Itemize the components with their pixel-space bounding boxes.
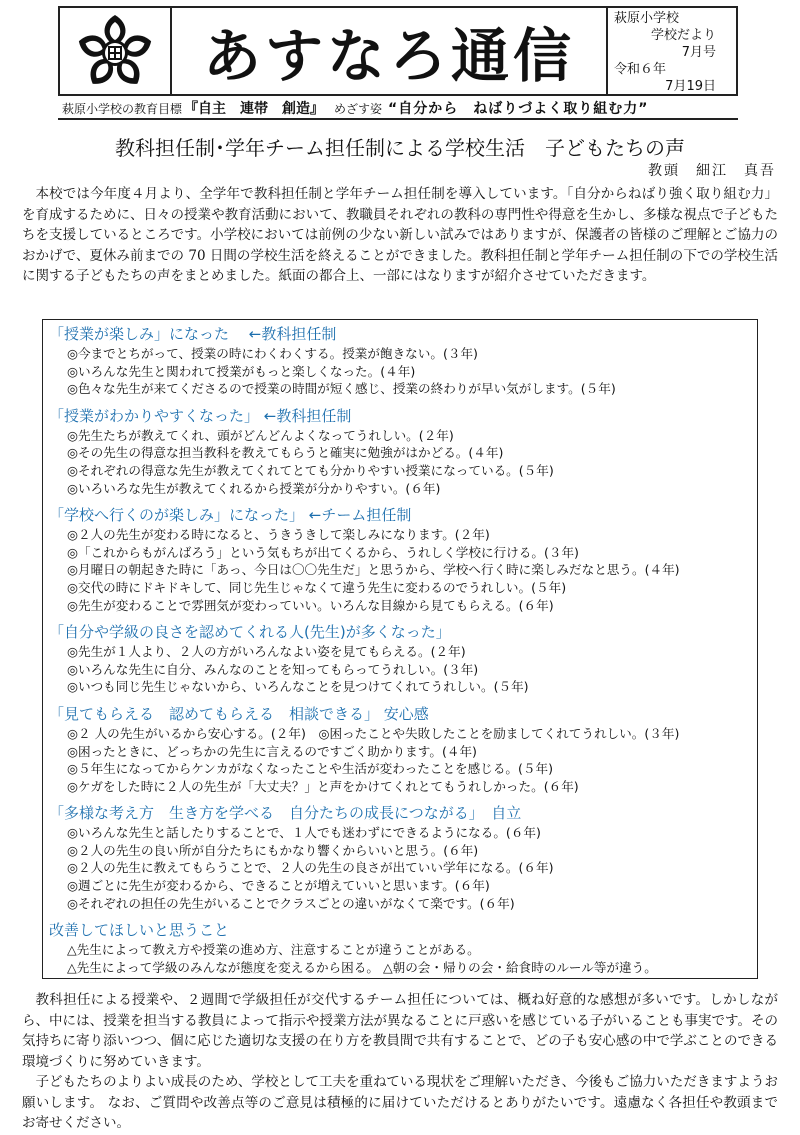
closing-paragraph-2: 子どもたちのよりよい成長のため、学校として工夫を重ねている現状をご理解いただき、今後もご協力いただきますようお願いします。 なお、ご質問や改善点等のご意見は積極的に届けていただけるとありがたいです。遠慮なく各担任や教頭までお寄せください。 xyxy=(22,1074,778,1131)
goal-values: 『自主 連帯 創造』 xyxy=(184,101,325,117)
article-author: 教頭 細江 真吾 xyxy=(648,163,776,179)
voice-item: ◎今までとちがって、授業の時にわくわくする。授業が飽きない。(３年) xyxy=(67,346,478,361)
voice-item: ◎先生が１人より、２人の方がいろんなよい姿を見てもらえる。(２年) xyxy=(67,644,466,660)
aim-label: めざす姿 xyxy=(334,101,383,116)
voice-item: △先生によって教え方や授業の進め方、注意することが違うことがある。 xyxy=(67,942,480,958)
voice-item: ◎５年生になってからケンカがなくなったことや生活が変わったことを感じる。(５年) xyxy=(67,761,554,777)
voice-item: ◎先生たちが教えてくれ、頭がどんどんよくなってうれしい。(２年) xyxy=(67,427,454,443)
voice-item: ◎いろんな先生に自分、みんなのことを知ってもらってうれしい。(３年) xyxy=(67,661,479,677)
voice-item: ◎いつも同じ先生じゃないから、いろんなことを見つけてくれてうれしい。(５年) xyxy=(67,679,529,695)
voice-item: ◎困ったときに、どっちかの先生に言えるのですごく助かります。(４年) xyxy=(67,743,477,759)
voice-item: ◎２人の先生の良い所が自分たちにもかなり響くからいいと思う。(６年) xyxy=(67,842,479,858)
voice-section xyxy=(49,704,749,795)
voice-item: ◎交代の時にドキドキして、同じ先生じゃなくて違う先生に変わるのでうれしい。(５年) xyxy=(67,579,567,595)
student-voices-box xyxy=(42,319,758,979)
voice-item: ◎週ごとに先生が変わるから、できることが増えていいと思います。(６年) xyxy=(67,878,490,894)
issue-era: 令和６年 xyxy=(614,62,667,77)
voice-section-improvements xyxy=(49,920,749,976)
voice-section xyxy=(49,803,749,912)
voice-item: ◎それぞれの担任の先生がいることでクラスごとの違いがなくて楽です。(６年) xyxy=(67,895,515,911)
voice-item: ◎その先生の得意な担当教科を教えてもらうと確実に勉強がはかどる。(４年) xyxy=(67,445,504,461)
education-goal-bar xyxy=(58,98,738,120)
voice-item: ◎２人の先生が変わる時になると、うきうきして楽しみになります。(２年) xyxy=(67,527,490,543)
issue-month: 7月号 xyxy=(681,45,716,60)
intro-paragraph: 本校では今年度４月より、全学年で教科担任制と学年チーム担任制を導入しています。「自分からねばり強く取り組む力」を育成するために、日々の授業や教育活動において、教職員それぞれの教科の専門性や得意を生かし、多様な視点で子どもたちを支援しているところです。小学校においては前例の少ない新しい試みではありますが、保護者の皆様のご理解とご協力のおかげで、夏休み前までの 70 日間の学校生活を終えることができました。教科担任制と学年チーム担任制の下での学校生活に関する子どもたちの声をまとめました。紙面の都合上、一部にはなりますが紹介させていただきます。 xyxy=(22,186,778,284)
voice-section-heading: 「学校へ行くのが楽しみ」になった」 ←チーム担任制 xyxy=(49,506,412,525)
newsletter-title: あすなろ通信 xyxy=(172,8,608,94)
voice-item: ◎２人の先生に教えてもらうことで、２人の先生の良さが出ていい学年になる。(６年) xyxy=(67,860,554,876)
voice-section xyxy=(49,406,749,497)
voice-section xyxy=(49,324,749,398)
voice-item: ◎それぞれの得意な先生が教えてくれてとても分かりやすい授業になっている。(５年) xyxy=(67,462,554,478)
closing-paragraph-1: 教科担任による授業や、２週間で学級担任が交代するチーム担任については、概ね好意的な感想が多いです。しかしながら、中には、授業を担当する教員によって指示や授業方法が異なることに戸惑いを感じている子がいることも事実です。その気持ちに寄り添いつつ、個に応じた適切な支援の在り方を教員間で共有することで、どの子も安心感の中で学ぶことのできる環境づくりに努めていきます。 xyxy=(22,992,778,1070)
voice-item: ◎ケガをした時に２人の先生が「大丈夫？」と声をかけてくれとてもうれしかった。(６年) xyxy=(67,778,579,794)
school-name: 萩原小学校 xyxy=(614,11,680,26)
article-headline: 教科担任制･学年チーム担任制による学校生活 子どもたちの声 xyxy=(115,136,685,160)
voice-section-heading: 「授業がわかりやすくなった」 ←教科担任制 xyxy=(49,406,352,425)
voice-section xyxy=(49,505,749,614)
voice-item: ◎月曜日の朝起きた時に「あっ、今日は〇〇先生だ」と思うから、学校へ行く時に楽しみだなと思う。(４年) xyxy=(67,562,680,578)
issue-info xyxy=(608,8,736,94)
aim-motto: “自分から ねばりづよく取り組む力” xyxy=(388,101,649,117)
voice-section-heading: 「授業が楽しみ」になった ←教科担任制 xyxy=(49,325,337,343)
voice-section xyxy=(49,622,749,696)
school-crest xyxy=(60,8,172,94)
newsletter-type: 学校だより xyxy=(650,28,716,43)
voice-item: ◎２ 人の先生がいるから安心する。(２年) ◎困ったことや失敗したことを励ましてくれてうれしい。(３年) xyxy=(67,725,680,741)
voice-section-heading: 改善してほしいと思うこと xyxy=(49,921,230,940)
voice-item: ◎いろいろな先生が教えてくれるから授業が分かりやすい。(６年) xyxy=(67,480,441,496)
school-crest-icon xyxy=(72,11,158,91)
voice-section-heading: 「見てもらえる 認めてもらえる 相談できる」 安心感 xyxy=(49,704,429,723)
voice-section-heading: 「自分や学級の良さを認めてくれる人(先生)が多くなった」 xyxy=(49,623,451,642)
goal-label: 萩原小学校の教育目標 xyxy=(62,101,183,116)
voice-item: ◎先生が変わることで雰囲気が変わっていい。いろんな目線から見てもらえる。(６年) xyxy=(67,597,554,613)
voice-item: ◎いろんな先生と関われて授業がもっと楽しくなった。(４年) xyxy=(67,363,416,379)
voice-item: ◎色々な先生が来てくださるので授業の時間が短く感じ、授業の終わりが早い気がします。(５年) xyxy=(67,381,616,397)
voice-item: △先生によって学級のみんなが態度を変えるから困る。 △朝の会・帰りの会・給食時のルール等が違う。 xyxy=(67,959,657,975)
masthead xyxy=(58,6,738,96)
voice-item: ◎いろんな先生と話したりすることで、１人でも迷わずにできるようになる。(６年) xyxy=(67,825,541,841)
issue-date: 7月19日 xyxy=(665,79,716,94)
voice-section-heading: 「多様な考え方 生き方を学べる 自分たちの成長につながる」 自立 xyxy=(49,804,522,823)
voice-item: ◎「これからもがんばろう」という気もちが出てくるから、うれしく学校に行ける。(３年) xyxy=(67,544,579,560)
